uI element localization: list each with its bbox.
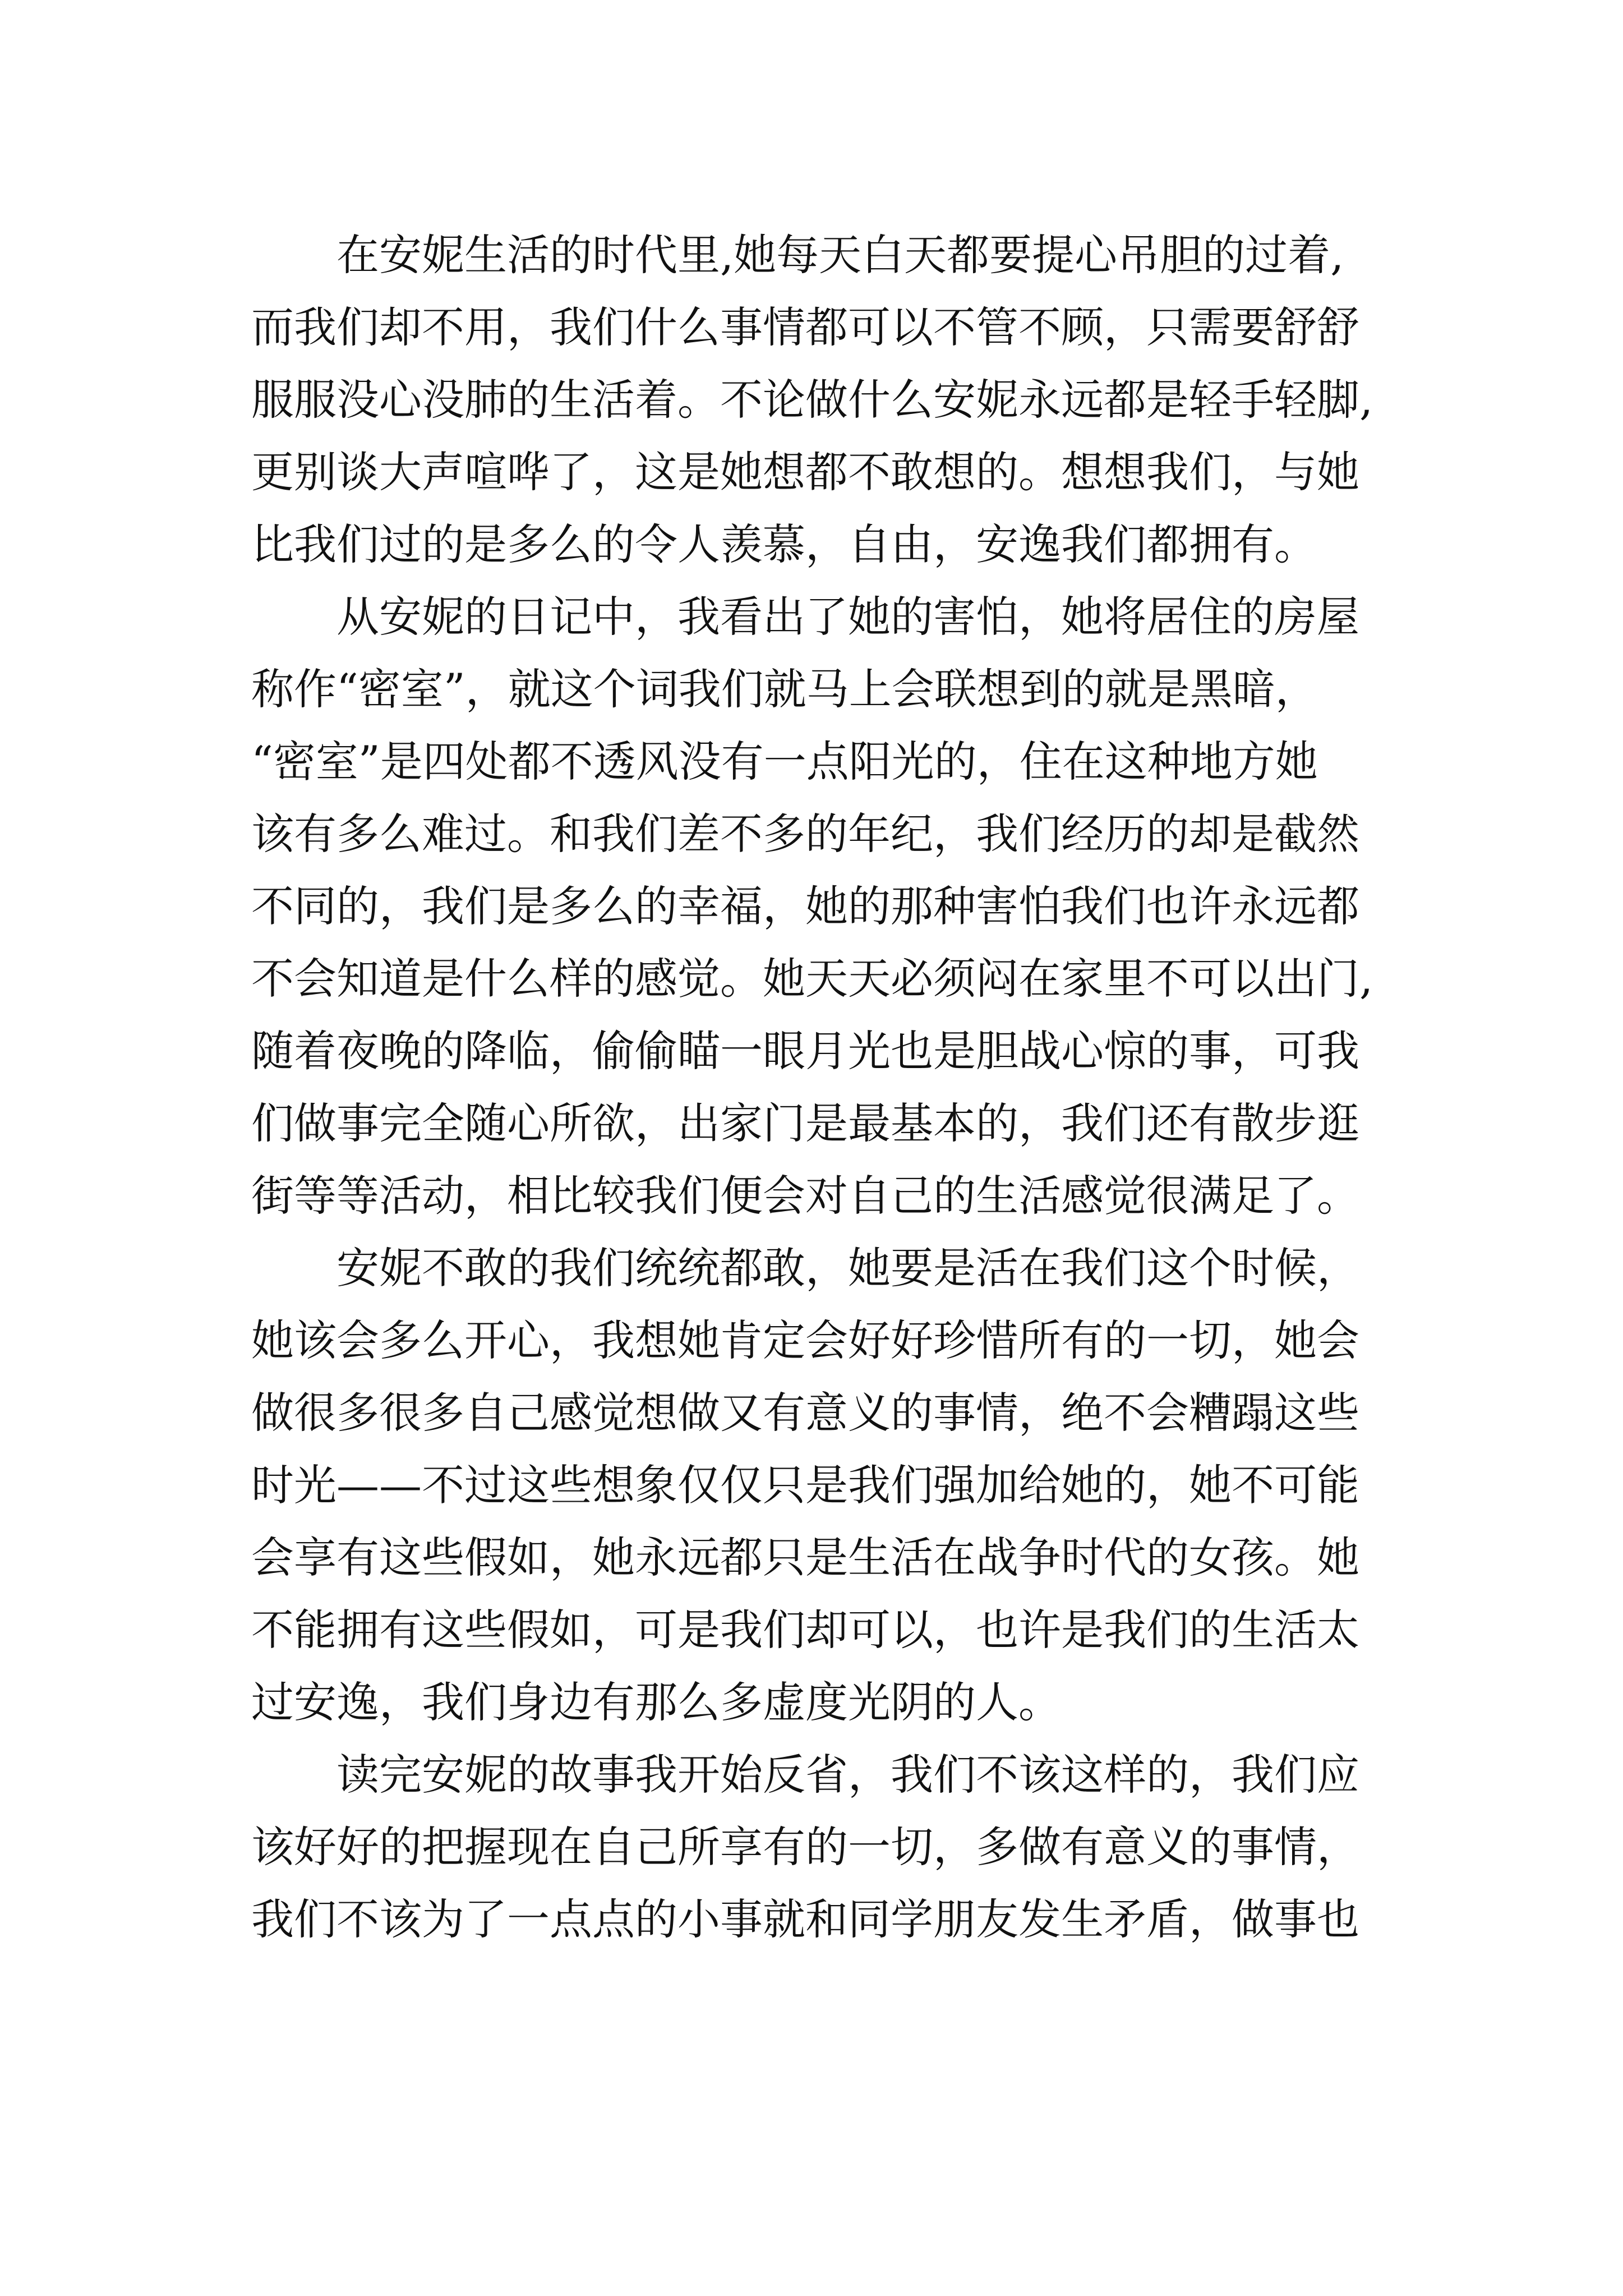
text-line: 安妮不敢的我们统统都敢，她要是活在我们这个时候， (251, 1243, 1359, 1293)
text-line: 而我们却不用，我们什么事情都可以不管不顾，只需要舒舒 (251, 302, 1359, 352)
text-line: 们做事完全随心所欲，出家门是最基本的，我们还有散步逛 (251, 1098, 1359, 1148)
text-line: 不会知道是什么样的感觉。她天天必须闷在家里不可以出门, (251, 954, 1373, 1004)
text-line: 街等等活动，相比较我们便会对自己的生活感觉很满足了。 (251, 1171, 1359, 1221)
text-line: 该好好的把握现在自己所享有的一切，多做有意义的事情， (251, 1822, 1359, 1872)
text-line: 会享有这些假如，她永远都只是生活在战争时代的女孩。她 (251, 1533, 1359, 1582)
text-line: 时光——不过这些想象仅仅只是我们强加给她的，她不可能 (251, 1460, 1359, 1510)
text-line: 她该会多么开心，我想她肯定会好好珍惜所有的一切，她会 (251, 1315, 1359, 1365)
text-line: 不同的，我们是多么的幸福，她的那种害怕我们也许永远都 (251, 881, 1359, 931)
text-line: 随着夜晚的降临，偷偷瞄一眼月光也是胆战心惊的事，可我 (251, 1026, 1359, 1076)
text-line: 更别谈大声喧哗了，这是她想都不敢想的。想想我们，与她 (251, 447, 1359, 497)
text-line: 读完安妮的故事我开始反省，我们不该这样的，我们应 (251, 1750, 1359, 1800)
text-line: 该有多么难过。和我们差不多的年纪，我们经历的却是截然 (251, 809, 1359, 859)
text-line: 在安妮生活的时代里,她每天白天都要提心吊胆的过着, (251, 230, 1344, 280)
text-line: “密室”是四处都不透风没有一点阳光的，住在这种地方她 (251, 737, 1318, 786)
text-line: 服服没心没肺的生活着。不论做什么安妮永远都是轻手轻脚, (251, 375, 1373, 425)
text-line: 比我们过的是多么的令人羡慕，自由，安逸我们都拥有。 (251, 519, 1317, 569)
text-line: 从安妮的日记中，我看出了她的害怕，她将居住的房屋 (251, 592, 1359, 642)
body-text (251, 219, 1440, 1955)
text-line: 不能拥有这些假如，可是我们却可以，也许是我们的生活太 (251, 1605, 1359, 1655)
text-line: 过安逸，我们身边有那么多虚度光阴的人。 (251, 1677, 1061, 1727)
text-line: 我们不该为了一点点的小事就和同学朋友发生矛盾，做事也 (251, 1894, 1359, 1944)
text-line: 做很多很多自己感觉想做又有意义的事情，绝不会糟蹋这些 (251, 1388, 1359, 1438)
text-line: 称作“密室”，就这个词我们就马上会联想到的就是黑暗， (251, 664, 1318, 714)
